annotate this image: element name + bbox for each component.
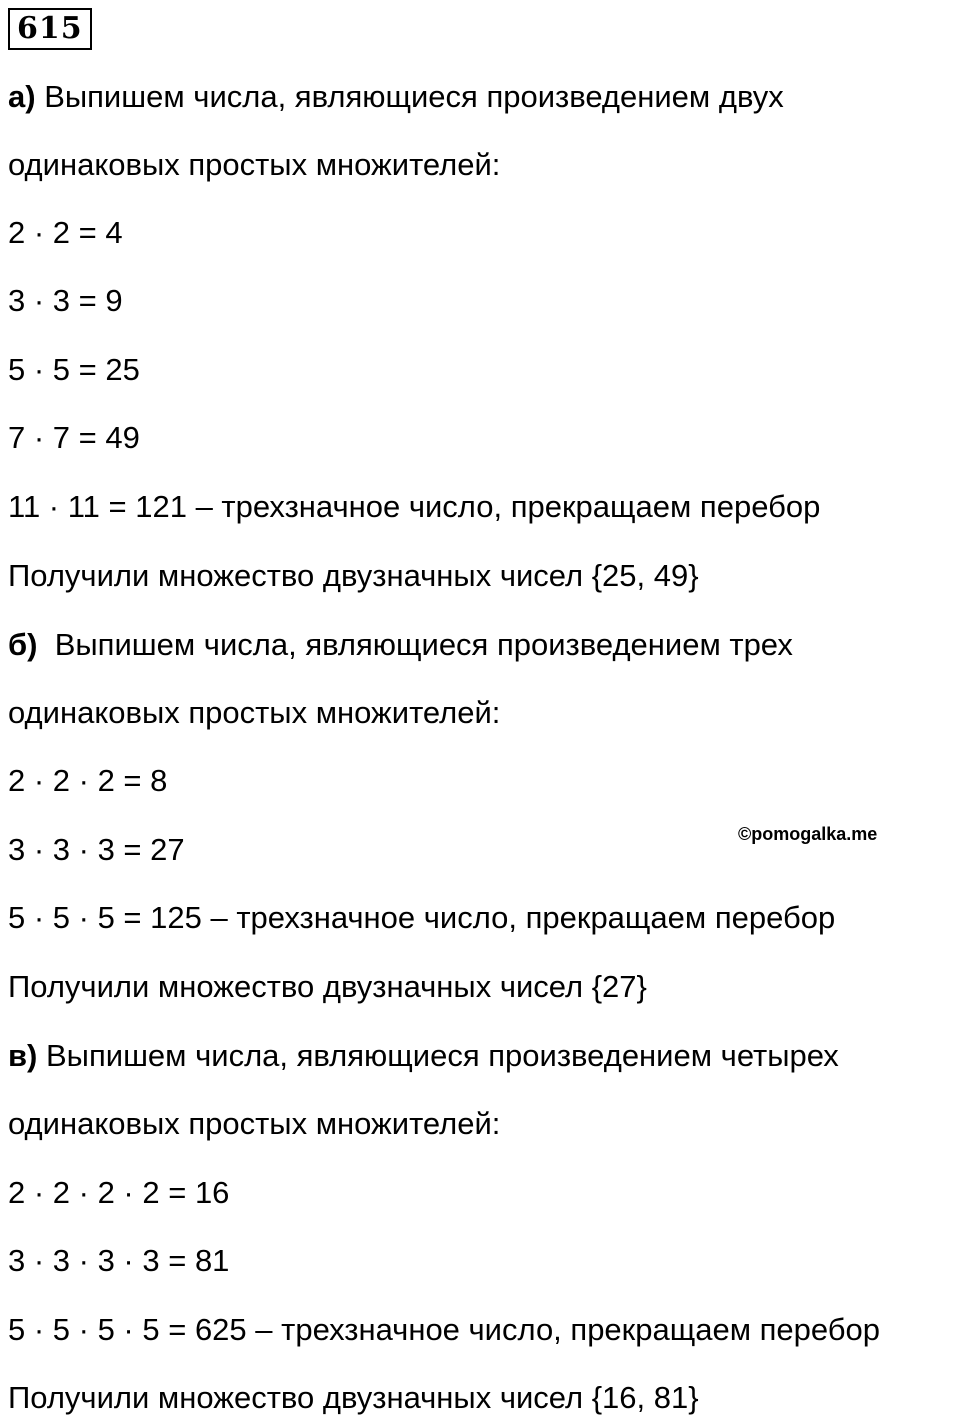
part-b-intro-cont: одинаковых простых множителей: <box>8 695 501 730</box>
watermark: ©pomogalka.me <box>738 824 878 844</box>
part-b-intro <box>8 625 793 665</box>
part-c-intro <box>8 1036 839 1076</box>
part-b-line-1: 2 · 2 · 2 = 8 <box>8 763 168 798</box>
part-a-label: а) <box>8 79 36 114</box>
part-c-intro-cont: одинаковых простых множителей: <box>8 1106 501 1141</box>
problem-number: 615 <box>8 8 92 50</box>
part-c-intro-text: Выпишем числа, являющиеся произведением четырех <box>37 1038 839 1073</box>
part-b-label: б) <box>8 627 38 662</box>
part-b-intro-text: Выпишем числа, являющиеся произведением трех <box>37 627 793 662</box>
part-a-line-2: 3 · 3 = 9 <box>8 283 123 318</box>
part-b-line-2: 3 · 3 · 3 = 27 <box>8 832 185 867</box>
part-b-result: Получили множество двузначных чисел {27} <box>8 969 647 1004</box>
part-a-intro-text: Выпишем числа, являющиеся произведением двух <box>35 79 784 114</box>
part-a-intro-cont: одинаковых простых множителей: <box>8 147 501 182</box>
part-a-line-4: 7 · 7 = 49 <box>8 420 140 455</box>
part-c-line-3: 5 · 5 · 5 · 5 = 625 – трехзначное число, прекращаем перебор <box>8 1312 881 1347</box>
part-a-line-1: 2 · 2 = 4 <box>8 215 123 250</box>
part-a-result: Получили множество двузначных чисел {25, 49} <box>8 558 699 593</box>
part-c-label: в) <box>8 1038 38 1073</box>
part-c-result: Получили множество двузначных чисел {16, 81} <box>8 1380 699 1415</box>
part-b-line-3: 5 · 5 · 5 = 125 – трехзначное число, прекращаем перебор <box>8 900 836 935</box>
part-a-line-5: 11 · 11 = 121 – трехзначное число, прекращаем перебор <box>8 489 821 524</box>
part-a-line-3: 5 · 5 = 25 <box>8 352 140 387</box>
part-c-line-2: 3 · 3 · 3 · 3 = 81 <box>8 1243 230 1278</box>
part-a-intro <box>8 77 784 117</box>
part-c-line-1: 2 · 2 · 2 · 2 = 16 <box>8 1175 230 1210</box>
